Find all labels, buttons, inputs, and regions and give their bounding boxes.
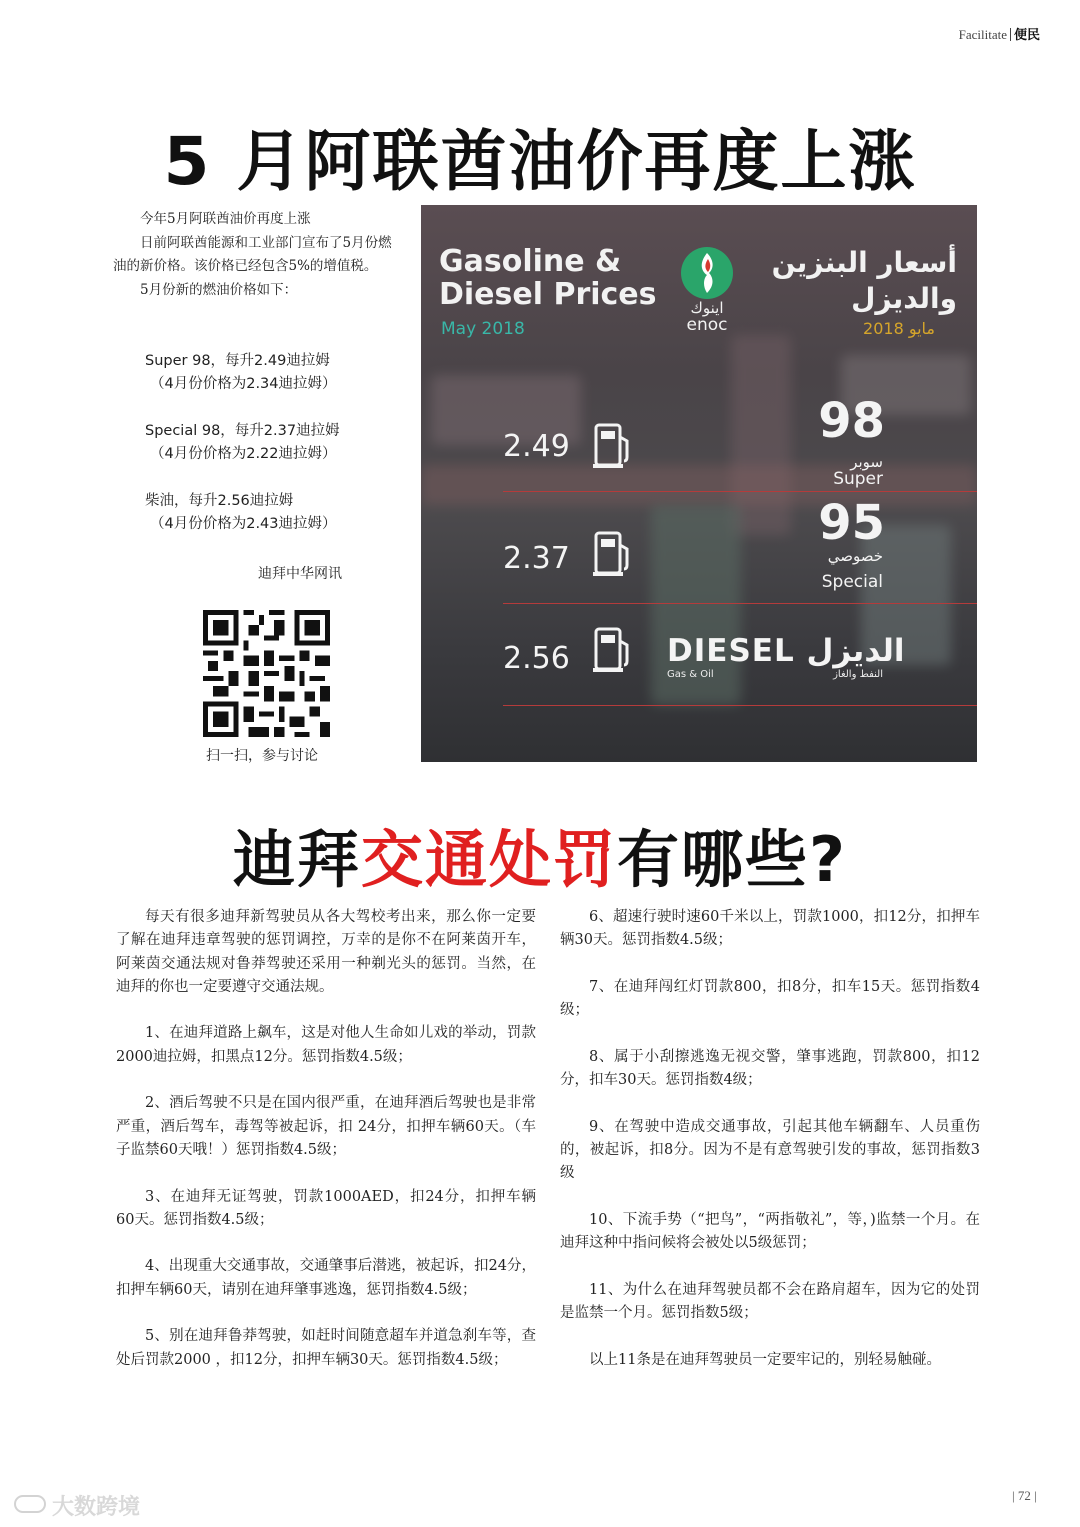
poster-date-ar: مايو 2018	[863, 319, 935, 338]
fuel-price-line: Special 98，每升2.37迪拉姆	[145, 423, 340, 439]
enoc-logo-icon	[679, 245, 735, 301]
article-paragraph: 1、在迪拜道路上飙车，这是对他人生命如儿戏的举动，罚款2000迪拉姆，扣黑点12分。惩罚指数4.5级；	[116, 1025, 536, 1065]
article-paragraph: 11、为什么在迪拜驾驶员都不会在路肩超车，因为它的处罚是监禁一个月。惩罚指数5级；	[560, 1281, 980, 1322]
poster-title-ar-line: أسعار البنزين	[771, 246, 957, 279]
article-paragraph: 6、超速行驶时速60千米以上，罚款1000，扣12分，扣押车辆30天。惩罚指数4.5级；	[560, 909, 980, 949]
price-super: 2.49	[503, 429, 570, 464]
diesel-sub-en: Gas & Oil	[667, 669, 714, 680]
enoc-logo-en: enoc	[686, 315, 728, 335]
diesel-label: DIESEL الديزل	[667, 633, 905, 669]
article-paragraph: 以上11条是在迪拜驾驶员一定要牢记的，别轻易触碰。	[589, 1351, 941, 1368]
price-special: 2.37	[503, 541, 570, 576]
watermark-logo-icon	[14, 1495, 46, 1513]
fuel-pump-icon	[593, 627, 633, 673]
watermark-text: 大数跨境	[52, 1495, 141, 1520]
grade-98: 98	[818, 393, 885, 449]
poster-title-ar-line: والديزل	[851, 282, 957, 315]
article-paragraph: 3、在迪拜无证驾驶，罚款1000AED，扣24分，扣押车辆60天。惩罚指数4.5级；	[116, 1188, 536, 1228]
article-paragraph: 5、别在迪拜鲁莽驾驶，如赶时间随意超车并道急刹车等，查处后罚款2000 ，扣12分，扣押车辆30天。惩罚指数4.5级；	[116, 1328, 536, 1368]
fuel-price-item	[145, 490, 405, 536]
intro-line: 今年5月阿联酋油价再度上涨	[140, 211, 311, 227]
article-title-traffic-penalties	[0, 810, 1080, 899]
poster-divider	[503, 705, 977, 706]
poster-title-en-line: Diesel Prices	[439, 277, 657, 312]
diesel-sub-ar: النفط والغاز	[833, 669, 883, 680]
price-diesel: 2.56	[503, 641, 570, 676]
fuel-price-item	[145, 420, 405, 466]
section-label-en: Facilitate	[958, 27, 1007, 42]
header-divider	[1010, 28, 1011, 41]
poster-title-ar	[772, 245, 957, 317]
fuel-price-item	[145, 350, 405, 396]
article-column-left	[116, 906, 536, 1395]
qr-code-icon[interactable]	[203, 610, 330, 737]
enoc-logo-ar: اينوك	[690, 299, 724, 317]
fuel-prev-price: （4月份价格为2.34迪拉姆）	[150, 376, 337, 392]
poster-date-en: May 2018	[441, 319, 525, 339]
title-prefix: 迪拜	[233, 823, 362, 896]
fuel-price-poster	[421, 205, 977, 762]
grade-98-en: Super	[833, 469, 883, 489]
poster-title-en	[439, 245, 657, 311]
fuel-intro	[113, 208, 395, 302]
news-source: 迪拜中华网讯	[258, 566, 342, 582]
poster-divider	[503, 491, 977, 492]
watermark	[14, 1490, 140, 1521]
fuel-price-line: Super 98，每升2.49迪拉姆	[145, 353, 330, 369]
fuel-prev-price: （4月份价格为2.43迪拉姆）	[150, 516, 337, 532]
article-column-right	[560, 906, 980, 1395]
article-paragraph: 7、在迪拜闯红灯罚款800，扣8分，扣车15天。惩罚指数4级；	[560, 978, 980, 1019]
section-label-cn: 便民	[1013, 28, 1040, 43]
title-suffix: 有哪些?	[617, 823, 847, 896]
intro-line: 5月份新的燃油价格如下：	[140, 281, 298, 298]
fuel-price-list	[145, 350, 405, 560]
article-paragraph: 10、下流手势（“把鸟”，“两指敬礼”，等，)监禁一个月。在迪拜这种中指问候将会被处以5级惩罚；	[560, 1211, 980, 1252]
article-paragraph: 9、在驾驶中造成交通事故，引起其他车辆翻车、人员重伤的，被起诉，扣8分。因为不是有意驾驶引发的事故，惩罚指数3级	[560, 1118, 980, 1182]
section-header	[959, 24, 1040, 43]
grade-95: 95	[818, 495, 885, 551]
poster-title-en-line: Gasoline &	[439, 244, 622, 279]
intro-line: 日前阿联酋能源和工业部门宣布了5月份燃油的新价格。该价格已经包含5%的增值税。	[113, 234, 392, 274]
article-paragraph: 每天有很多迪拜新驾驶员从各大驾校考出来，那么你一定要了解在迪拜违章驾驶的惩罚调控，万幸的是你不在阿莱茵开车，阿莱茵交通法规对鲁莽驾驶还采用一种剃光头的惩罚。当然，在迪拜的你也一定要遵守交通法规。	[116, 909, 536, 995]
article-paragraph: 4、出现重大交通事故，交通肇事后潜逃，被起诉，扣24分，扣押车辆60天，请别在迪拜肇事逃逸，惩罚指数4.5级；	[116, 1258, 536, 1298]
grade-95-ar: خصوصي	[827, 547, 883, 565]
grade-98-ar: سوبر	[850, 453, 883, 471]
page-number: | 72 |	[1012, 1488, 1037, 1503]
article-paragraph: 2、酒后驾驶不只是在国内很严重，在迪拜酒后驾驶也是非常严重，酒后驾车，毒驾等被起诉，扣 24分，扣押车辆60天。（车子监禁60天哦！）惩罚指数4.5级；	[116, 1095, 536, 1158]
article-paragraph: 8、属于小刮擦逃逸无视交警，肇事逃跑，罚款800，扣12分，扣车30天。惩罚指数4级；	[560, 1048, 980, 1089]
qr-caption: 扫一扫，参与讨论	[206, 748, 318, 764]
fuel-pump-icon	[593, 531, 633, 577]
fuel-price-line: 柴油，每升2.56迪拉姆	[145, 493, 294, 509]
title-highlight: 交通处罚	[361, 823, 618, 896]
fuel-prev-price: （4月份价格为2.22迪拉姆）	[150, 446, 337, 462]
poster-divider	[503, 603, 977, 604]
grade-95-en: Special	[821, 572, 883, 592]
fuel-pump-icon	[593, 423, 633, 469]
article-title-fuel-prices: 5 月阿联酋油价再度上涨	[163, 123, 917, 200]
